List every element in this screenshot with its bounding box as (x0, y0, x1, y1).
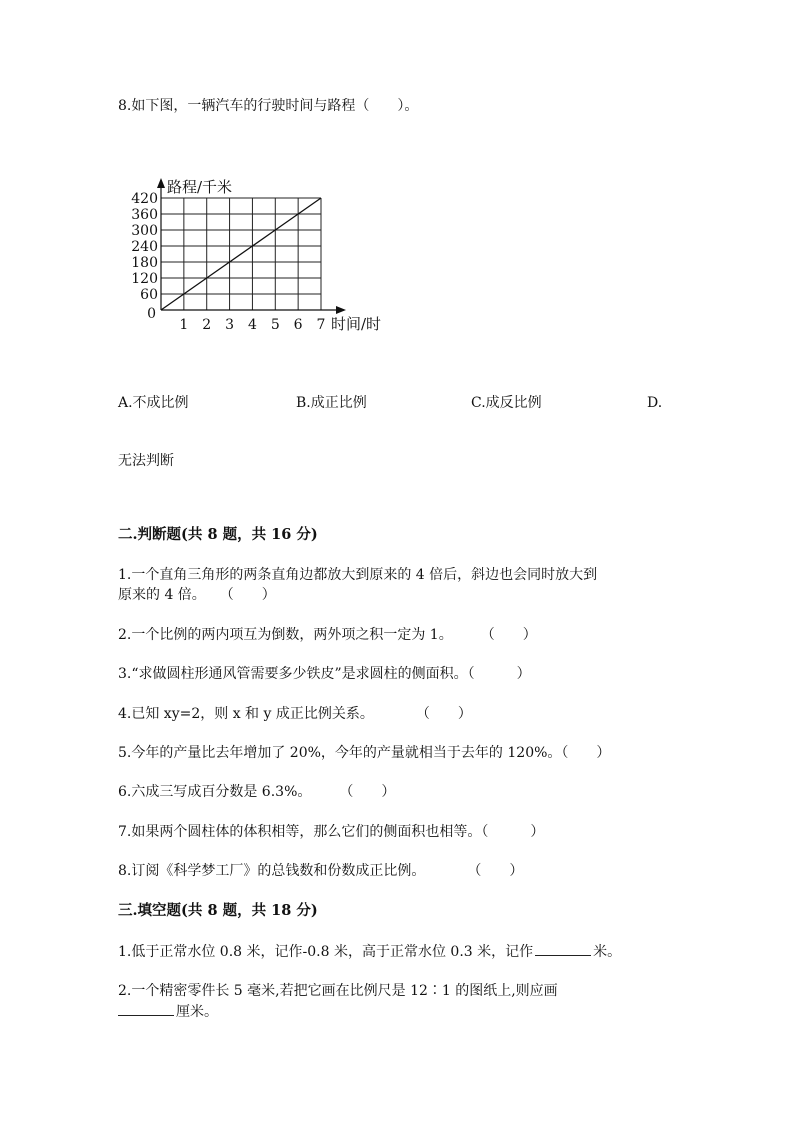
x-axis-arrow (336, 306, 346, 314)
judge-item-2: 2.一个比例的两内项互为倒数，两外项之积一定为 1。 （ ） (118, 627, 537, 643)
y-tick-label: 120 (131, 271, 158, 287)
option-a: A.不成比例 (118, 395, 189, 411)
judge-item-7: 7.如果两个圆柱体的体积相等，那么它们的侧面积也相等。（ ） (118, 824, 545, 840)
x-tick-label: 3 (225, 317, 235, 333)
series-line (161, 198, 321, 310)
x-tick-label: 4 (247, 317, 257, 333)
fill-item-1-unit: 米。 (593, 944, 622, 960)
judge-item-4: 4.已知 xy=2，则 x 和 y 成正比例关系。 （ ） (118, 706, 472, 722)
x-tick-label: 7 (316, 317, 326, 333)
answer-blank[interactable] (118, 1001, 174, 1016)
y-tick-label: 240 (131, 239, 158, 255)
x-tick-label: 6 (293, 317, 303, 333)
judge-item-1: 1.一个直角三角形的两条直角边都放大到原来的 4 倍后，斜边也会同时放大到 (118, 567, 598, 583)
y-tick-label: 180 (131, 255, 158, 271)
y-tick-label: 420 (131, 191, 158, 207)
origin-label: 0 (147, 306, 156, 322)
fill-item-2-unit: 厘米。 (176, 1004, 218, 1020)
question-8-stem: 8.如下图，一辆汽车的行驶时间与路程（ ）。 (118, 98, 419, 114)
judge-item-6: 6.六成三写成百分数是 6.3%。 （ ） (118, 784, 396, 800)
y-axis-arrow (157, 178, 165, 188)
section-2-title: 二.判断题(共 8 题，共 16 分) (118, 526, 318, 543)
y-tick-label: 360 (131, 207, 158, 223)
fill-item-2: 2.一个精密零件长 5 毫米,若把它画在比例尺是 12∶1 的图纸上,则应画 (118, 983, 558, 999)
y-axis-label: 路程/千米 (167, 178, 233, 196)
y-tick-label: 300 (131, 223, 158, 239)
judge-item-8: 8.订阅《科学梦工厂》的总钱数和份数成正比例。 （ ） (118, 863, 524, 879)
distance-time-chart (128, 168, 408, 348)
answer-blank[interactable] (535, 941, 591, 956)
option-d-continuation: 无法判断 (118, 453, 174, 469)
x-tick-label: 1 (179, 317, 189, 333)
x-tick-label: 2 (202, 317, 212, 333)
fill-item-1 (118, 941, 621, 962)
judge-item-3: 3.“求做圆柱形通风管需要多少铁皮”是求圆柱的侧面积。（ ） (118, 666, 531, 682)
judge-item-1-cont: 原来的 4 倍。 （ ） (118, 587, 276, 603)
judge-item-5: 5.今年的产量比去年增加了 20%，今年的产量就相当于去年的 120%。（ ） (118, 745, 611, 761)
option-c: C.成反比例 (471, 395, 542, 411)
x-axis-label: 时间/时 (331, 315, 382, 333)
option-b: B.成正比例 (296, 395, 367, 411)
x-tick-label: 5 (270, 317, 280, 333)
fill-item-2-cont (118, 1001, 218, 1022)
y-tick-label: 60 (140, 287, 158, 303)
option-d: D. (647, 395, 663, 411)
fill-item-1-text: 1.低于正常水位 0.8 米，记作-0.8 米，高于正常水位 0.3 米，记作 (118, 944, 534, 960)
section-3-title: 三.填空题(共 8 题，共 18 分) (118, 902, 318, 919)
